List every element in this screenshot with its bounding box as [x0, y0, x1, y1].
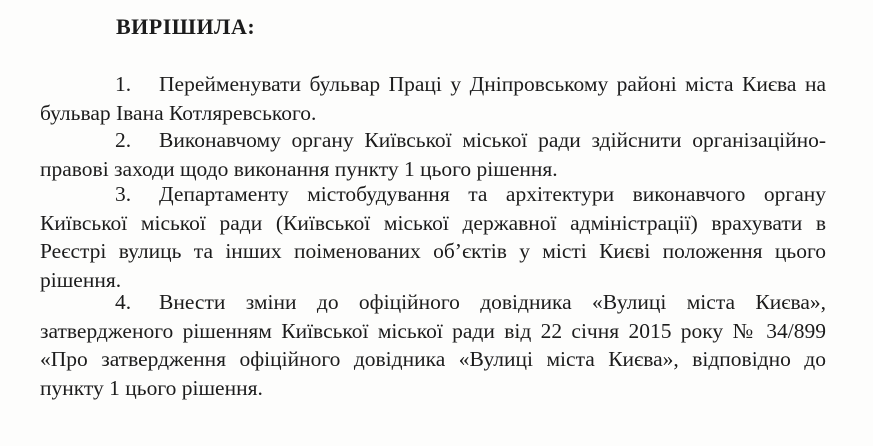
decision-item-text: Департаменту містобудування та архітектури виконавчого органу Київської міської ради (Київської міської державної адміністрації) врахувати в Реєстрі вулиць та інших поіменованих об’єктів у місті Києві положення цього рішення.	[40, 182, 826, 292]
decision-item-body	[40, 126, 826, 183]
decision-item-body	[40, 70, 826, 127]
decision-item-text: Внести зміни до офіційного довідника «Вулиці міста Києва», затвердженого рішенням Київської міської ради від 22 січня 2015 року № 34/899 «Про затвердження офіційного довідника «Вулиці міста Києва», відповідно до пункту 1 цього рішення.	[40, 290, 826, 400]
decision-item-number: 1.	[115, 72, 132, 96]
decision-item	[40, 288, 826, 402]
decision-item-number: 3.	[115, 182, 132, 206]
decision-item	[40, 180, 826, 294]
decision-item	[40, 126, 826, 183]
decision-heading: ВИРІШИЛА:	[116, 14, 256, 39]
decision-item-body	[40, 288, 826, 402]
decision-item-number: 4.	[115, 290, 132, 314]
decision-item-number: 2.	[115, 128, 132, 152]
decision-item-text: Перейменувати бульвар Праці у Дніпровському районі міста Києва на бульвар Івана Котляревського.	[40, 72, 826, 125]
decision-item-text: Виконавчому органу Київської міської ради здійснити організаційно-правові заходи щодо виконання пункту 1 цього рішення.	[40, 128, 826, 181]
decision-item	[40, 70, 826, 127]
decision-item-body	[40, 180, 826, 294]
